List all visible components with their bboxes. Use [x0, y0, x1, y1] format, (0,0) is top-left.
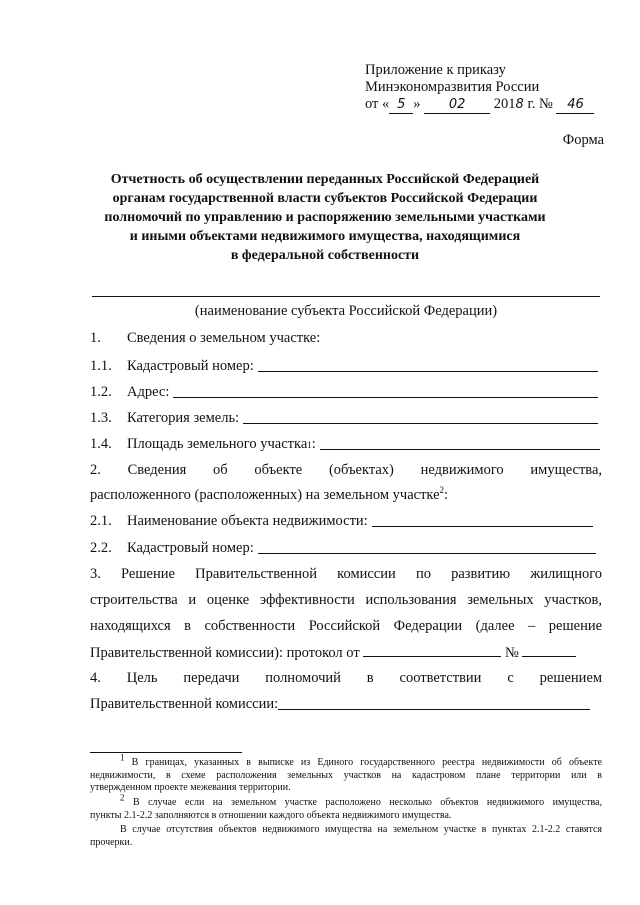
- word: использования: [365, 592, 457, 608]
- item-text: Правительственной комиссии): протокол от: [90, 645, 360, 661]
- word: жилищного: [530, 566, 603, 582]
- item-3-line-2: [90, 592, 602, 609]
- item-text: Категория земель:: [127, 410, 240, 426]
- word: полномочий: [265, 670, 341, 686]
- footnote-2: [90, 792, 602, 822]
- transfer-purpose-field[interactable]: [278, 708, 590, 710]
- word: –: [528, 618, 536, 634]
- item-text: Наименование объекта недвижимости:: [127, 513, 368, 529]
- title-line: и иными объектами недвижимого имущества, находящимися: [129, 229, 521, 244]
- word: в: [184, 618, 191, 634]
- item-2-line-2: [90, 487, 448, 504]
- word: решение: [548, 618, 603, 634]
- item-text: расположенного (расположенных) на земельном участке: [90, 487, 440, 503]
- footnote-text: В границах, указанных в выписке из Единого государственного реестра недвижимости об объекте: [131, 757, 603, 768]
- title-line: полномочий по управлению и распоряжению земельными участками: [104, 210, 546, 225]
- item-number: 2.2.: [90, 540, 112, 556]
- word: Федерации: [393, 618, 463, 634]
- item-1: [90, 330, 602, 347]
- word: имущества,: [530, 462, 603, 478]
- word: 2.: [90, 462, 101, 478]
- word: с: [507, 670, 514, 686]
- footnote-mark: 1: [120, 752, 125, 763]
- title-line: Отчетность об осуществлении переданных Российской Федерацией: [110, 172, 540, 187]
- item-number: 1.1.: [90, 358, 112, 374]
- word: соответствии: [399, 670, 482, 686]
- protocol-number-label: №: [504, 645, 519, 661]
- word: строительства: [90, 592, 178, 608]
- item-colon: :: [311, 436, 316, 452]
- word: собственности: [204, 618, 296, 634]
- order-number: 46: [567, 97, 584, 112]
- item-text: Площадь земельного участка: [127, 436, 308, 452]
- order-number-label: г. №: [523, 96, 553, 112]
- item-number: 2.1.: [90, 513, 112, 529]
- order-day: 5: [397, 97, 406, 112]
- word: Сведения: [127, 462, 187, 478]
- item-2-1: [90, 513, 593, 530]
- item-colon: :: [444, 487, 449, 503]
- word: находящихся: [90, 618, 171, 634]
- footnote-1: [90, 752, 603, 795]
- item-1-4: 1.4. Площадь земельного участка 1 :: [90, 436, 600, 453]
- word: 4.: [90, 670, 101, 686]
- item-number: 1.3.: [90, 410, 112, 426]
- address-field[interactable]: [173, 396, 598, 398]
- item-text: Адрес:: [127, 384, 170, 400]
- word: об: [213, 462, 228, 478]
- footnote-text: пункты 2.1-2.2 заполняются в отношении каждого объекта недвижимого имущества.: [90, 809, 452, 821]
- footnote-text: прочерки.: [90, 836, 133, 848]
- item-text: Кадастровый номер:: [127, 358, 254, 374]
- word: Решение: [121, 566, 175, 582]
- word: по: [415, 566, 431, 582]
- subject-name-caption: (наименование субъекта Российской Федерации): [194, 303, 498, 319]
- item-text: Сведения о земельном участке:: [127, 330, 321, 346]
- word: Российской: [308, 618, 381, 634]
- appendix-line-1: Приложение к приказу: [365, 62, 506, 78]
- word: и: [188, 592, 197, 608]
- word: участков,: [544, 592, 603, 608]
- subject-name-field[interactable]: [92, 296, 600, 297]
- word: комиссии: [337, 566, 396, 582]
- cadastral-number-field[interactable]: [258, 370, 598, 372]
- item-number: 1.: [90, 330, 101, 346]
- footnote-mark: 2: [120, 792, 125, 803]
- item-1-1: [90, 358, 598, 375]
- word: (далее: [475, 618, 515, 634]
- word: эффективности: [259, 592, 355, 608]
- property-cadastral-field[interactable]: [258, 552, 596, 554]
- footnote-text: утвержденном проекте межевания территории.: [90, 782, 291, 793]
- order-month: 02: [448, 97, 466, 112]
- word: недвижимого: [420, 462, 504, 478]
- item-3-line-1: [90, 566, 602, 583]
- word: Правительственной: [195, 566, 317, 582]
- order-year-digit: 8: [515, 97, 524, 112]
- footnote-ref: 2: [439, 485, 445, 496]
- item-4-line-1: [90, 670, 602, 687]
- item-text: Правительственной комиссии:: [90, 696, 279, 712]
- word: Цель: [126, 670, 158, 686]
- word: (объектах): [328, 462, 394, 478]
- footnote-3: [90, 824, 602, 849]
- protocol-date-field[interactable]: [363, 644, 501, 657]
- item-1-2: [90, 384, 598, 401]
- footnote-separator: [90, 752, 242, 753]
- protocol-number-field[interactable]: [522, 644, 576, 657]
- word: передачи: [183, 670, 240, 686]
- item-3-line-4: [90, 644, 576, 662]
- item-2-line-1: [90, 462, 602, 479]
- word: оценке: [206, 592, 250, 608]
- title-line: органам государственной власти субъектов Российской Федерации: [112, 191, 538, 206]
- item-1-3: [90, 410, 598, 427]
- land-category-field[interactable]: [243, 422, 598, 424]
- word: земельных: [467, 592, 534, 608]
- date-close-quote: »: [413, 96, 421, 112]
- item-4-line-2: [90, 696, 590, 713]
- word: развитию: [451, 566, 511, 582]
- title-line: в федеральной собственности: [230, 248, 420, 263]
- appendix-header: [365, 62, 584, 114]
- appendix-line-2: Минэкономразвития России: [365, 79, 540, 95]
- word: объекте: [254, 462, 303, 478]
- footnote-text: В случае отсутствия объектов недвижимого имущества на земельном участке в пунктах 2.1-2.2 ставятся: [120, 824, 602, 835]
- word: в: [366, 670, 374, 686]
- date-prefix: от «: [365, 96, 390, 112]
- item-number: 1.2.: [90, 384, 112, 400]
- item-3-line-3: [90, 618, 602, 635]
- word: 3.: [90, 566, 101, 582]
- land-area-field[interactable]: [320, 448, 600, 450]
- item-2-2: [90, 540, 596, 557]
- order-year-prefix: 201: [493, 96, 516, 112]
- item-text: Кадастровый номер:: [127, 540, 254, 556]
- form-label: Форма: [562, 132, 604, 148]
- footnote-text: недвижимости, в схеме расположения земельных участков на кадастровом плане территории или в: [90, 769, 602, 781]
- item-number: 1.4.: [90, 436, 112, 452]
- property-name-field[interactable]: [372, 525, 593, 527]
- footnote-text: В случае если на земельном участке расположено несколько объектов недвижимого имущества,: [132, 797, 602, 808]
- word: решением: [539, 670, 603, 686]
- document-title: [90, 170, 560, 265]
- order-date-line: [365, 96, 584, 114]
